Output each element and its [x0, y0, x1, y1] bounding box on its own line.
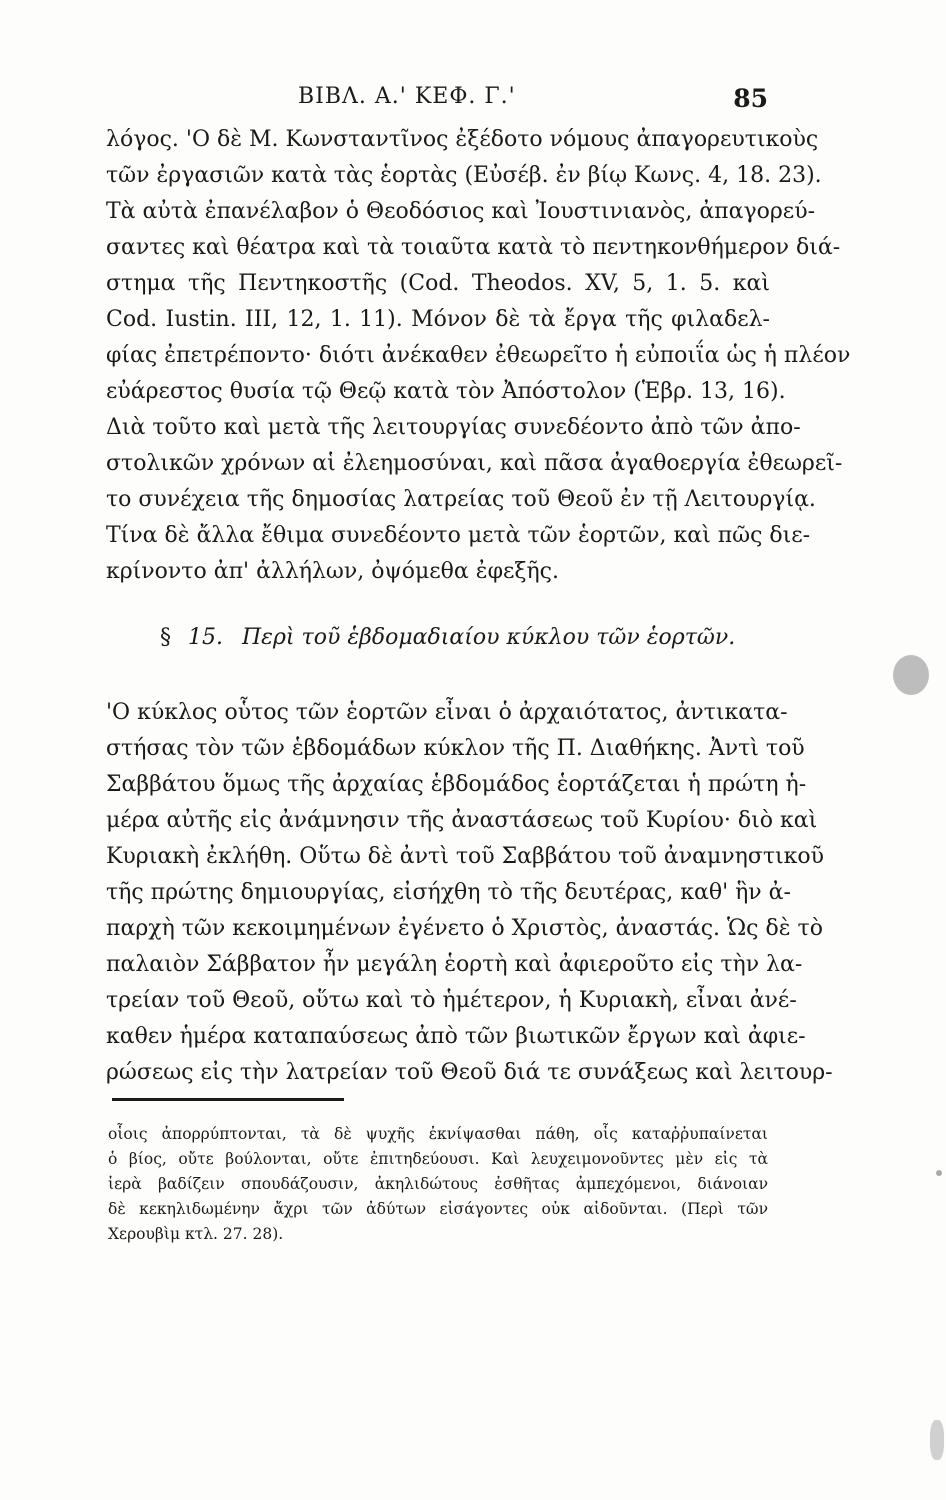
footnote [108, 1122, 768, 1247]
text-line: μέρα αὐτῆς εἰς ἀνάμνησιν τῆς ἀναστάσεως τοῦ Κυρίου· διὸ καὶ [106, 808, 818, 833]
section-heading [160, 625, 780, 650]
text-line: παρχὴ τῶν κεκοιμημένων ἐγένετο ὁ Χριστὸς, ἀναστάς. Ὡς δὲ τὸ [106, 916, 823, 941]
text-line: παλαιὸν Σάββατον ἦν μεγάλη ἑορτὴ καὶ ἀφιεροῦτο εἰς τὴν λα- [106, 952, 803, 977]
text-line: Διὰ τοῦτο καὶ μετὰ τῆς λειτουργίας συνεδέοντο ἀπὸ τῶν ἀπο- [106, 415, 801, 440]
text-line: τρείαν τοῦ Θεοῦ, οὕτω καὶ τὸ ἡμέτερον, ἡ Κυριακὴ, εἶναι ἀνέ- [106, 988, 797, 1013]
footnote-line: ὁ βίος, οὔτε βούλονται, οὔτε ἐπιτηδεύουσι. Καὶ λευχειμονοῦντες μὲν εἰς τὰ [108, 1150, 768, 1168]
text-line: Cod. Iustin. III, 12, 1. 11). Μόνον δὲ τὰ ἔργα τῆς φιλαδελ- [106, 307, 770, 332]
running-head [108, 84, 768, 118]
text-line: λόγος. 'Ο δὲ Μ. Κωνσταντῖνος ἐξέδοτο νόμους ἀπαγορευτικοὺς [106, 127, 819, 152]
text-line: κρίνοντο ἀπ' ἀλλήλων, ὀψόμεθα ἐφεξῆς. [106, 559, 559, 584]
paragraph-1 [106, 122, 851, 590]
text-line: φίας ἐπετρέποντο· διότι ἀνέκαθεν ἐθεωρεῖτο ἡ εὐποιΐα ὡς ἡ πλέον [106, 343, 851, 368]
text-line: το συνέχεια τῆς δημοσίας λατρείας τοῦ Θεοῦ ἐν τῇ Λειτουργίᾳ. [106, 487, 816, 512]
ink-blot [936, 1170, 942, 1176]
text-line: σαντες καὶ θέατρα καὶ τὰ τοιαῦτα κατὰ τὸ πεντηκονθήμερον διά- [106, 235, 841, 260]
text-line: 'Ο κύκλος οὗτος τῶν ἑορτῶν εἶναι ὁ ἀρχαιότατος, ἀντικατα- [106, 700, 788, 725]
section-title: Περὶ τοῦ ἑβδομαδιαίου κύκλου τῶν ἑορτῶν. [242, 625, 736, 650]
text-line: στολικῶν χρόνων αἱ ἐλεημοσύναι, καὶ πᾶσα ἀγαθοεργία ἐθεωρεῖ- [106, 451, 843, 476]
page-number: 85 [733, 84, 768, 113]
text-line: εὐάρεστος θυσία τῷ Θεῷ κατὰ τὸν Ἀπόστολον (Ἑβρ. 13, 16). [106, 379, 786, 404]
footnote-line: οἷοις ἀπορρύπτονται, τὰ δὲ ψυχῆς ἐκνίψασθαι πάθη, οἷς καταῤῥυπαίνεται [108, 1125, 768, 1143]
text-line: Σαββάτου ὅμως τῆς ἀρχαίας ἑβδομάδος ἑορτάζεται ἡ πρώτη ἡ- [106, 772, 807, 797]
paragraph-2 [106, 695, 833, 1091]
text-line: τῶν ἐργασιῶν κατὰ τὰς ἑορτὰς (Εὐσέβ. ἐν βίῳ Κωνς. 4, 18. 23). [106, 163, 822, 188]
text-line: στημα τῆς Πεντηκοστῆς (Cod. Theodos. XV, 5, 1. 5. καὶ [106, 271, 770, 296]
section-number: 15. [188, 625, 223, 650]
text-line: Κυριακὴ ἐκλήθη. Οὕτω δὲ ἀντὶ τοῦ Σαββάτου τοῦ ἀναμνηστικοῦ [106, 844, 824, 869]
text-line: τῆς πρώτης δημιουργίας, εἰσήχθη τὸ τῆς δευτέρας, καθ' ἣν ἀ- [106, 880, 791, 905]
running-title: ΒΙΒΛ. Α.' ΚΕΦ. Γ.' [298, 84, 516, 109]
text-line: στήσας τὸν τῶν ἑβδομάδων κύκλον τῆς Π. Διαθήκης. Ἀντὶ τοῦ [106, 736, 805, 761]
ink-blot [930, 1420, 944, 1460]
ink-blot [893, 655, 929, 695]
text-line: Τίνα δὲ ἄλλα ἔθιμα συνεδέοντο μετὰ τῶν ἑορτῶν, καὶ πῶς διε- [106, 523, 811, 548]
footnote-rule [112, 1098, 344, 1101]
text-line: Τὰ αὐτὰ ἐπανέλαβον ὁ Θεοδόσιος καὶ Ἰουστινιανὸς, ἀπαγορεύ- [106, 199, 816, 224]
text-line: καθεν ἡμέρα καταπαύσεως ἀπὸ τῶν βιωτικῶν ἔργων καὶ ἀφιε- [106, 1024, 806, 1049]
footnote-line: δὲ κεκηλιδωμένην ἄχρι τῶν ἀδύτων εἰσάγοντες οὐκ αἰδοῦνται. (Περὶ τῶν [108, 1200, 768, 1218]
text-line: ρώσεως εἰς τὴν λατρείαν τοῦ Θεοῦ διά τε συνάξεως καὶ λειτουρ- [106, 1060, 833, 1085]
footnote-line: ἱερὰ βαδίζειν σπουδάζουσιν, ἀκηλιδώτους ἐσθῆτας ἀμπεχόμενοι, διάνοιαν [108, 1175, 768, 1193]
section-mark: § [160, 625, 171, 650]
footnote-line: Χερουβὶμ κτλ. 27. 28). [108, 1225, 284, 1243]
